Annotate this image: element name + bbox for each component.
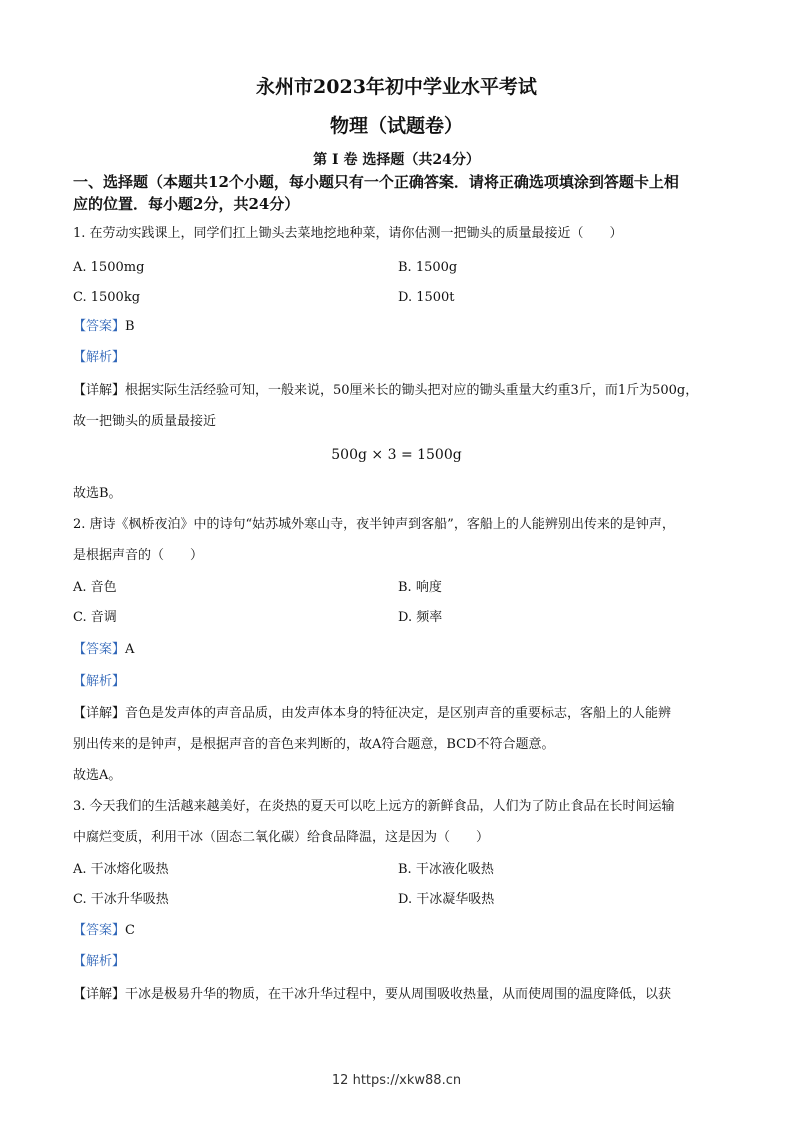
q1-detail-2: 故一把锄头的质量最接近 [73, 414, 217, 429]
q3-detail-1 [73, 986, 723, 1004]
instruction-line-2: 应的位置．每小题2分，共24分） [73, 195, 300, 213]
q1-stem: 1. 在劳动实践课上，同学们扛上锄头去菜地挖地种菜，请你估测一把锄头的质量最接近（ ） [73, 226, 623, 241]
q2-option-c: C. 音调 [73, 610, 117, 625]
q1-detail-1 [73, 382, 723, 400]
q1-analysis-tag: 【解析】 [73, 350, 126, 365]
q1-option-a: A. 1500mg [73, 260, 145, 275]
q1-option-d: D. 1500t [398, 290, 455, 305]
page-title: 永州市2023年初中学业水平考试 [256, 76, 537, 98]
answer-tag: 【答案】 [73, 923, 126, 938]
detail-text: 根据实际生活经验可知，一般来说，50厘米长的锄头把对应的锄头重量大约重3斤，而1斤为500g， [125, 383, 699, 398]
q1-conclusion: 故选B。 [73, 486, 122, 501]
q3-option-c: C. 干冰升华吸热 [73, 892, 169, 907]
q3-analysis-tag: 【解析】 [73, 954, 126, 969]
detail-text: 干冰是极易升华的物质，在干冰升华过程中，要从周围吸收热量，从而使周围的温度降低，以获 [125, 987, 672, 1002]
q2-analysis-tag: 【解析】 [73, 674, 126, 689]
answer-tag: 【答案】 [73, 642, 126, 657]
q3-option-d: D. 干冰凝华吸热 [398, 892, 495, 907]
q1-formula: 500g × 3 = 1500g [331, 447, 462, 463]
section-heading: 第 I 卷 选择题（共24分） [313, 152, 480, 168]
answer-value: C [125, 923, 135, 938]
q3-stem-2: 中腐烂变质，利用干冰（固态二氧化碳）给食品降温，这是因为（ ） [73, 830, 490, 845]
detail-tag: 【详解】 [73, 383, 126, 398]
page-footer: 12 https://xkw88.cn [331, 1073, 462, 1088]
answer-tag: 【答案】 [73, 319, 126, 334]
page-subtitle: 物理（试题卷） [329, 115, 463, 137]
q2-stem-2: 是根据声音的（ ） [73, 548, 204, 563]
q3-answer [73, 922, 723, 940]
q3-option-a: A. 干冰熔化吸热 [73, 862, 169, 877]
q2-detail-1 [73, 705, 723, 723]
q2-stem-1: 2. 唐诗《枫桥夜泊》中的诗句“姑苏城外寒山寺，夜半钟声到客船”，客船上的人能辨别出传来的是钟声， [73, 517, 675, 532]
detail-tag: 【详解】 [73, 706, 126, 721]
q2-option-a: A. 音色 [73, 580, 117, 595]
q2-conclusion: 故选A。 [73, 768, 122, 783]
detail-tag: 【详解】 [73, 987, 126, 1002]
q3-option-b: B. 干冰液化吸热 [398, 862, 494, 877]
q2-option-b: B. 响度 [398, 580, 442, 595]
q2-detail-2: 别出传来的是钟声，是根据声音的音色来判断的，故A符合题意，BCD不符合题意。 [73, 737, 555, 752]
q1-option-c: C. 1500kg [73, 290, 141, 305]
instruction-line-1: 一、选择题（本题共12个小题，每小题只有一个正确答案．请将正确选项填涂到答题卡上相 [73, 173, 679, 191]
detail-text: 音色是发声体的声音品质，由发声体本身的特征决定，是区别声音的重要标志，客船上的人能辨 [125, 706, 672, 721]
q1-answer [73, 318, 723, 336]
answer-value: A [125, 642, 135, 657]
q3-stem-1: 3. 今天我们的生活越来越美好，在炎热的夏天可以吃上远方的新鲜食品，人们为了防止食品在长时间运输 [73, 799, 675, 814]
q2-option-d: D. 频率 [398, 610, 443, 625]
q2-answer [73, 641, 723, 659]
answer-value: B [125, 319, 135, 334]
q1-option-b: B. 1500g [398, 260, 458, 275]
